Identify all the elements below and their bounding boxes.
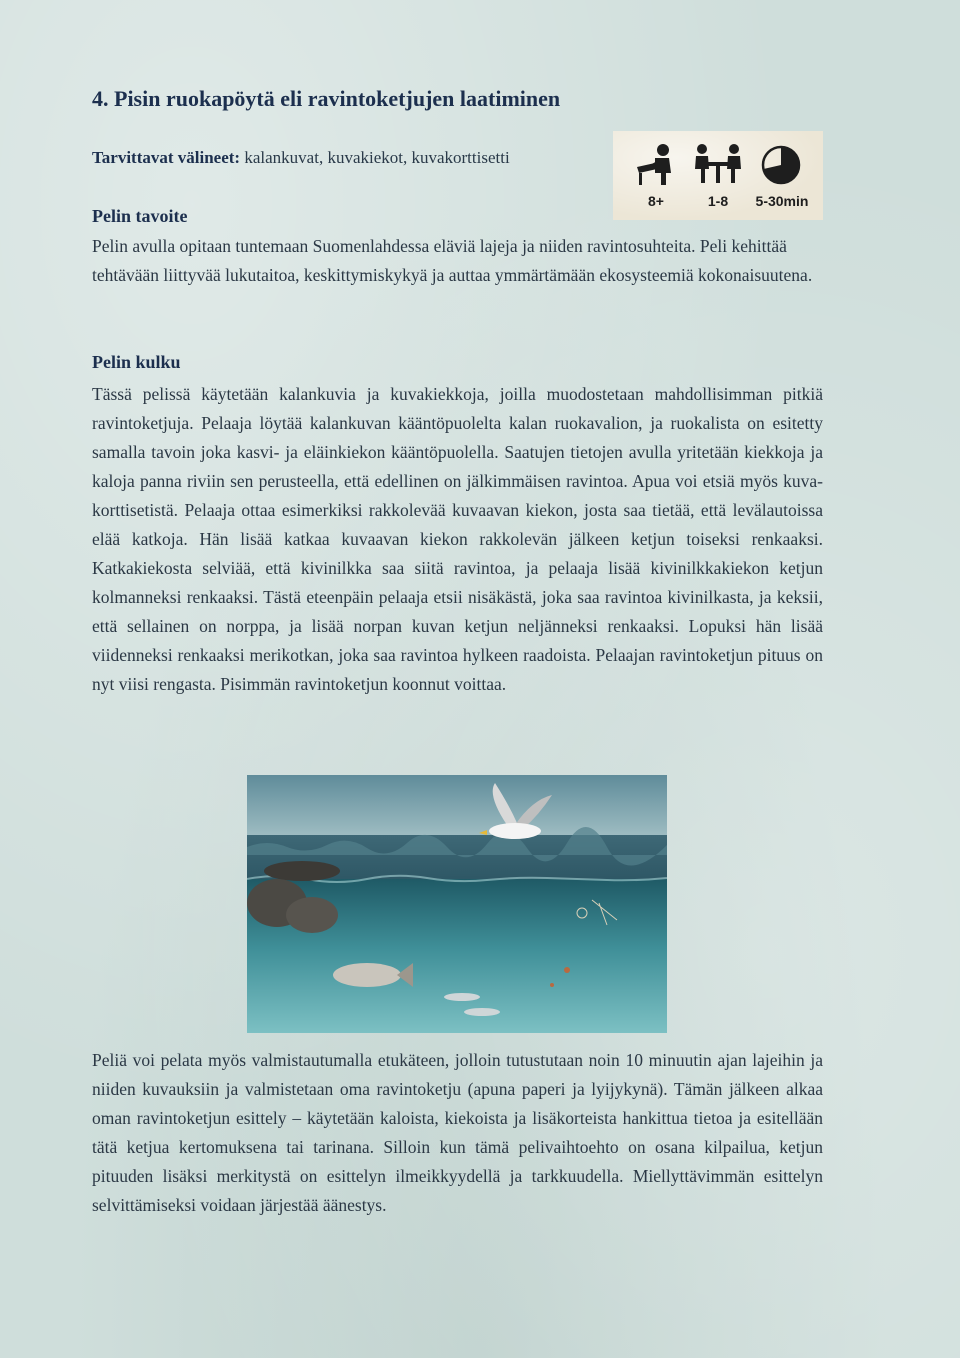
- tools-value: kalankuvat, kuvakiekot, kuvakorttisetti: [240, 148, 510, 167]
- game-info-box: [613, 131, 823, 220]
- duration-label: 5-30min: [755, 193, 809, 209]
- page-title: 4. Pisin ruokapöytä eli ravintoketjujen laatiminen: [92, 86, 561, 111]
- two-players-icon: [693, 143, 743, 187]
- tools-label: Tarvittavat välineet:: [92, 148, 241, 167]
- goal-text: Pelin avulla opitaan tuntemaan Suomenlahdessa eläviä lajeja ja niiden ravintosuhteita. Peli kehittää tehtävään liittyvää lukutaitoa, keskittymiskykyä ja auttaa ymmärtämään ekosysteemiä kokonaisuutena.: [92, 236, 813, 285]
- child-at-table-icon: [633, 143, 679, 187]
- course-heading: Pelin kulku: [92, 352, 181, 372]
- age-label: 8+: [648, 193, 664, 209]
- tools-line: [92, 148, 510, 168]
- clock-pie-icon: [759, 143, 803, 187]
- course-text: Tässä pelissä käytetään kalankuvia ja kuvakiekkoja, joilla muodostetaan mahdollisimman pitkiä ravintoketjuja. Pelaaja löytää kalankuvan kääntöpuolelta kalan ruokavalion, ja ruokalista on esitetty samalla tavoin joka kasvi- ja eläinkiekon kääntöpuolella. Saatujen tietojen avulla yritetään kiekkoja ja kaloja panna riviin sen perusteella, että edellinen on jälkimmäisen ravintoa. Apua voi etsiä myös kuva-korttisetistä. Pelaaja ottaa esimerkiksi rakkolevää kuvaavan kiekon, josta saa tietää, että levälautoissa elää katkoja. Hän lisää katkaa kuvaavan kiekon rakkolevän jälkeen ketjun toiseksi renkaaksi. Katkakiekosta selviää, että kivinilkka saa siitä ravintoa, ja pelaaja lisää kivinilkkakiekon ketjun kolmanneksi renkaaksi. Tästä eteenpäin pelaaja etsii nisäkästä, joka saa ravintoa kivinilkasta, ja keksii, että sellainen on norppa, ja lisää norpan kuvan ketjun neljänneksi renkaaksi. Lopuksi hän lisää viidenneksi renkaaksi merikotkan, joka saa ravintoa hylkeen raadoista. Pelaajan ravintoketjun pituus on nyt viisi rengasta. Pisimmän ravintoketjun koonnut voittaa.: [92, 384, 823, 694]
- goal-heading: Pelin tavoite: [92, 206, 188, 226]
- closing-text: Peliä voi pelata myös valmistautumalla etukäteen, jolloin tutustutaan noin 10 minuutin ajan lajeihin ja niiden kuvauksiin ja valmistetaan oma ravintoketju (apuna paperi ja lyijykynä). Tämän jälkeen alkaa oman ravintoketjun esittely – käytetään kaloista, kiekoista ja lisäkorteista hankittua tietoa ja esitellään tätä ketjua kertomuksena tai tarinana. Silloin kun tämä pelivaihtoehto on osana kilpailua, ketjun pituuden lisäksi merkitystä on esittelyn ilmeikkyydellä ja tarkkuudella. Miellyttävimmän esittelyn selvittämiseksi voidaan järjestää äänestys.: [92, 1050, 823, 1215]
- players-label: 1-8: [707, 193, 729, 209]
- baltic-sea-illustration: [247, 775, 667, 1033]
